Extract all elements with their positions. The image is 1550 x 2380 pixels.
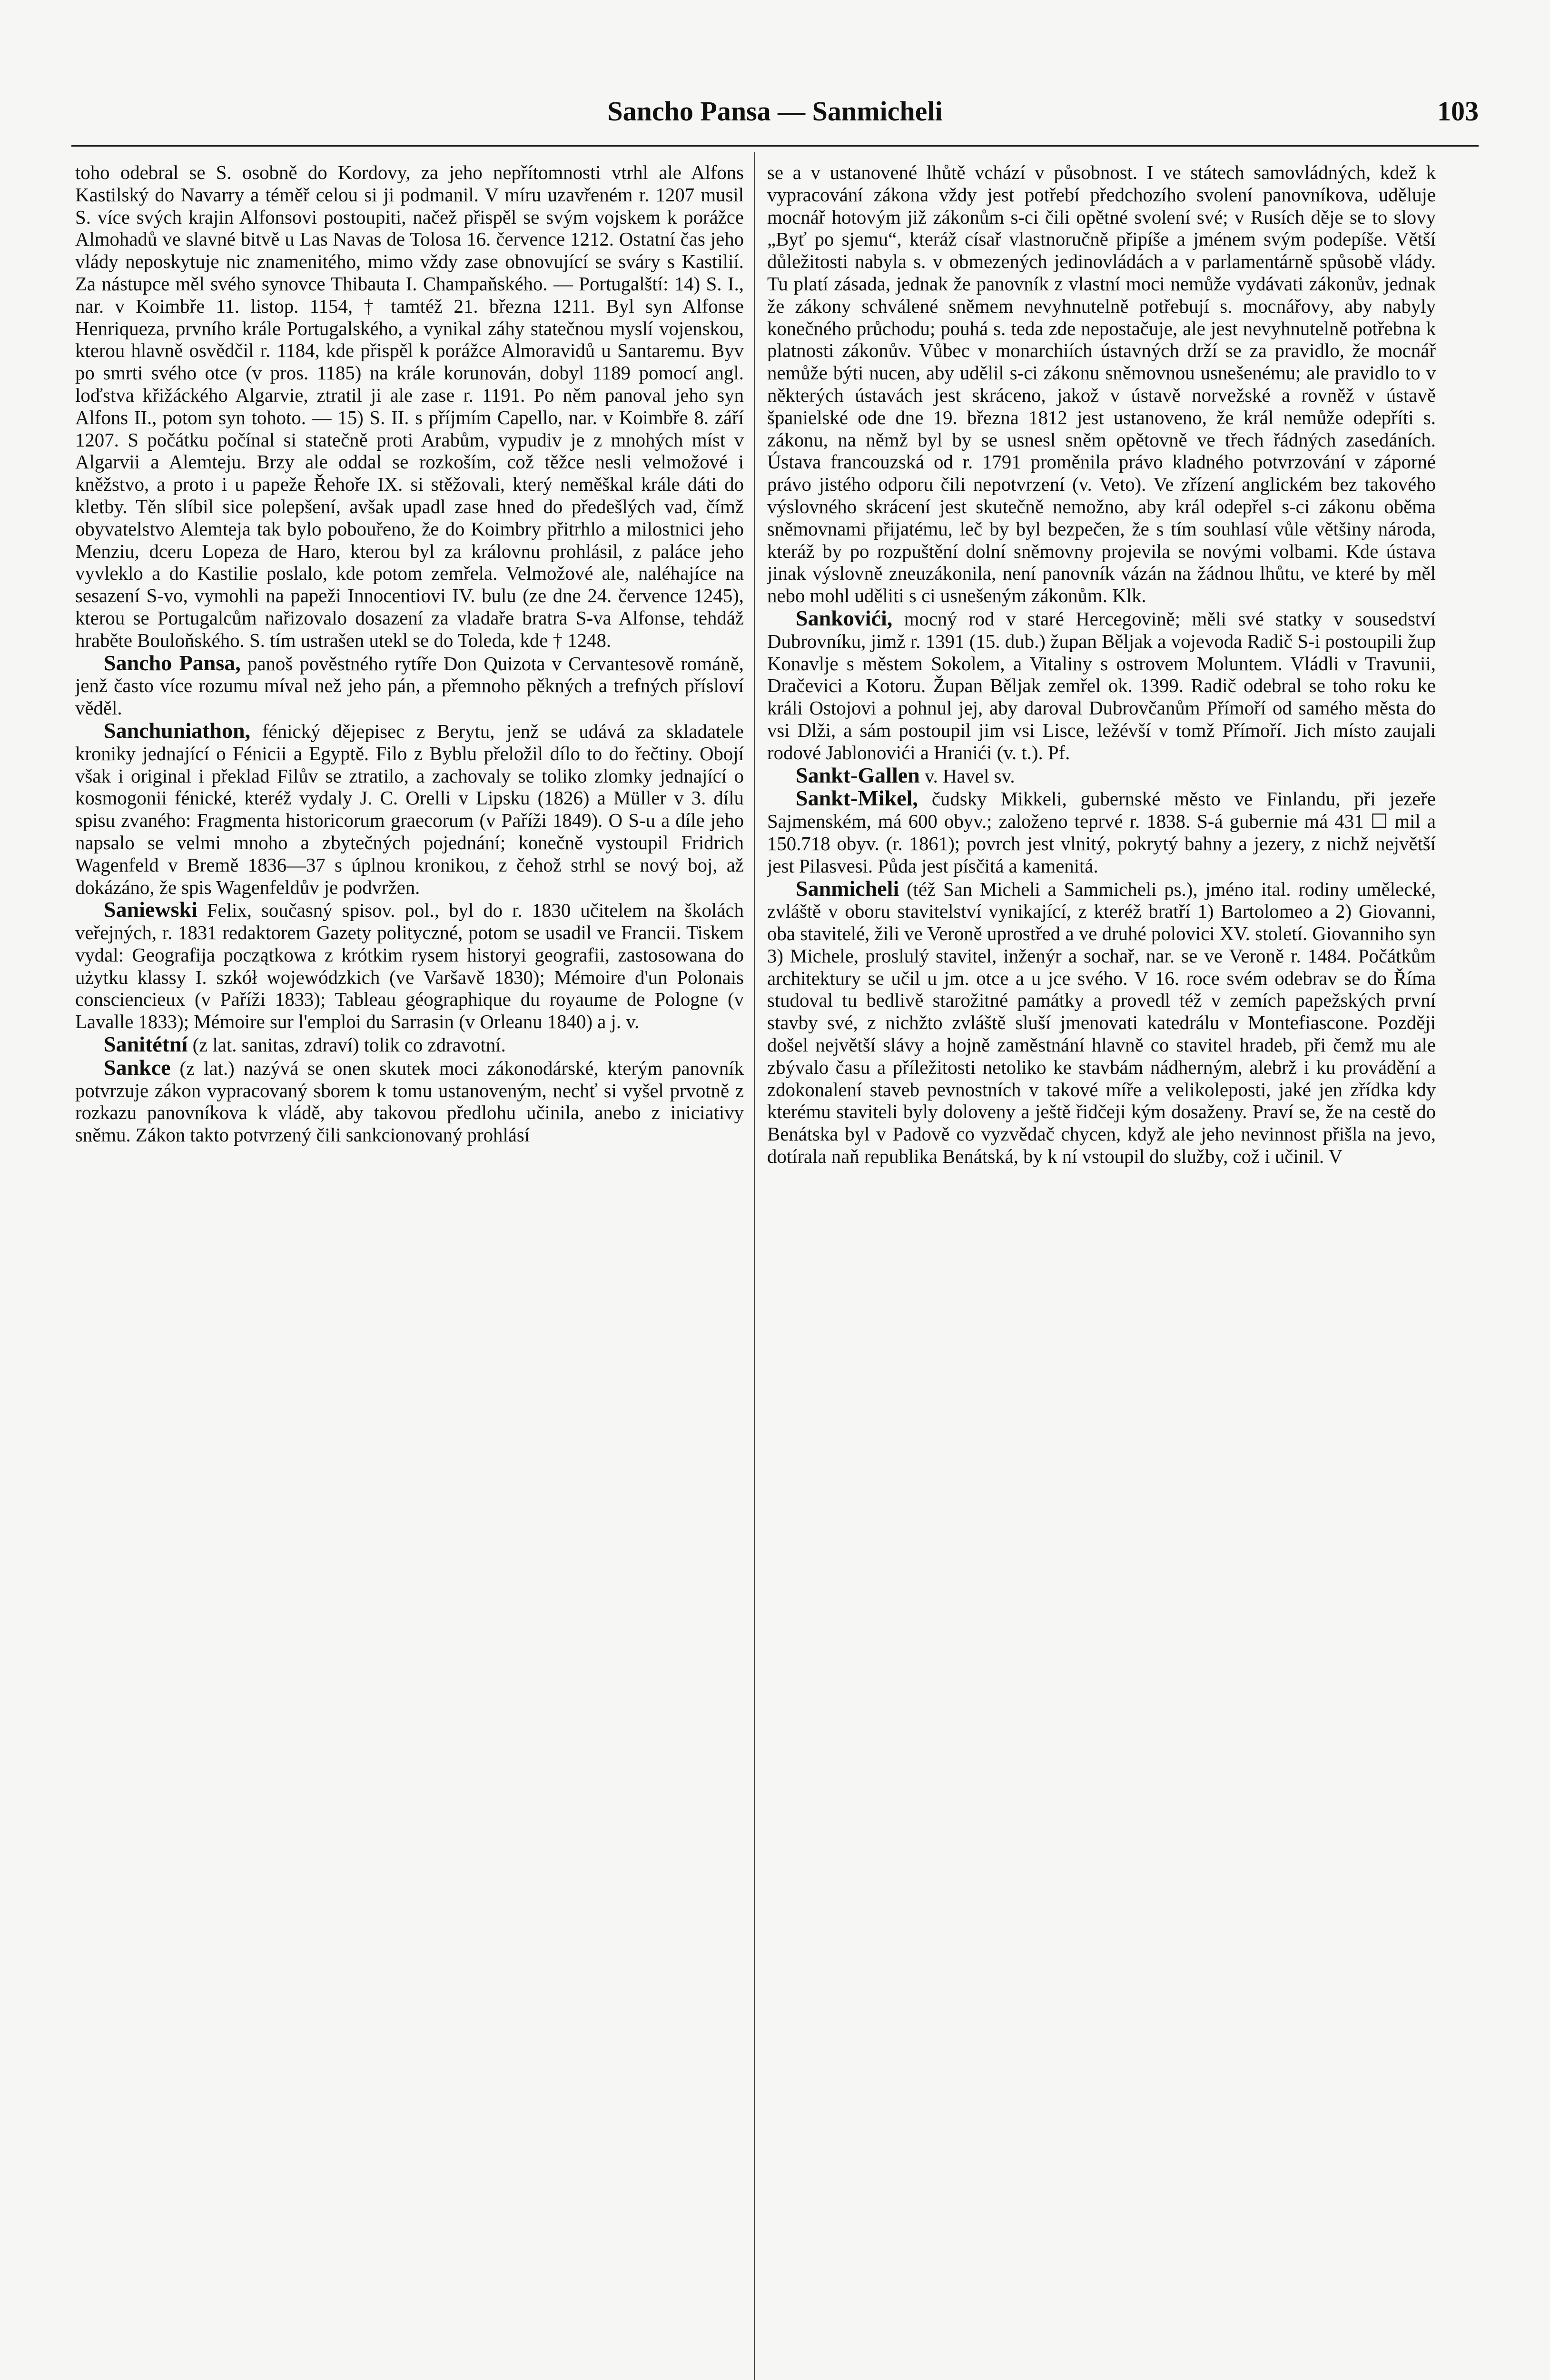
entry	[75, 1033, 744, 1057]
entry-headword: Sanchuniathon,	[104, 718, 251, 743]
entry-headword: Sankce	[104, 1055, 171, 1080]
entry	[75, 652, 744, 720]
entry-headword: Sancho Pansa,	[104, 650, 241, 675]
column-divider	[754, 152, 755, 2380]
entry-text: mocný rod v staré Hercegovině; měli své statky v sousedství Dubrovníku, jimž r. 1391 (15. dub.) župan Běljak a vojevoda Radič S-i postoupili žup Konavlje s městem Sokolem, a Vitaliny s ostrovem Moluntem. Vládli v Travunii, Dračevici a Kotoru. Župan Běljak zemřel ok. 1399. Radič odebral se toho roku ke králi Ostojovi a pohnul jej, aby daroval Dubrovčanům Přímoří od samého města do vsi Dlži, a sám postoupil jim vsi Lisce, ležévší v tomž Přímoří. Jich místo zaujali rodové Jablonovići a Hranići (v. t.). Pf.	[767, 608, 1436, 764]
entry-headword: Sankt-Gallen	[796, 763, 920, 787]
entry-headword: Saniewski	[104, 897, 197, 922]
entry-headword: Sanitétní	[104, 1032, 188, 1057]
running-head	[71, 95, 1479, 138]
entry-text: v. Havel sv.	[924, 765, 1015, 787]
left-column	[75, 162, 744, 2380]
header-rule	[71, 145, 1479, 147]
page-number: 103	[1437, 96, 1479, 127]
entry-text: panoš pověstného rytíře Don Quizota v Cervantesově románě, jenž často více rozumu míval než jeho pán, a přemnoho pěkných a trefných přísloví věděl.	[75, 653, 744, 719]
entry-headword: Sankt-Mikel,	[796, 786, 918, 811]
entry-text: se a v ustanovené lhůtě vchází v působnost. I ve státech samovládných, kdež k vypracování zákona vždy jest potřebí předchozího svolení panovníkova, uděluje mocnář hotovým již zákonům s-ci čili opětné svolení své; v Rusích děje se to slovy „Byť po sjemu“, kteráž císař vlastnoručně připíše a jménem svým podepíše. Větší důležitosti nabyla s. v obmezených jedinovládách a v parlamentárně spůsobě vlády. Tu platí zásada, jednak že panovník z vlastní moci nemůže vydávati zákonův, jednak že zákony schválené sněmem nevyhnutelně potřebují s. mocnářovy, aby nabyly konečného průchodu; pouhá s. teda zde nepostačuje, ale jest nevyhnutelně potřebna k platnosti zákonův. Vůbec v monarchiích ústavných drží se za pravidlo, že mocnář nemůže býti nucen, aby udělil s-ci zákonu sněmovnou usnešenému; ale pravidlo to v některých ústavách jest skráceno, jakož v ústavě norvežské a rovněž v ústavě španielské ode dne 19. března 1812 jest ustanoveno, že král nemůže odepříti s. zákonu, na němž byl by se usnesl sněm opětovně ve třech řádných zasedáních. Ústava francouzská od r. 1791 proměnila právo kladného potvrzování v záporné právo jistého odporu čili nepotvrzení (v. Veto). Ve zřízení anglickém bez takového výslovného skrácení jest skutečně nemožno, aby král odepřel s-ci zákonu oběma sněmovnami přijatému, leč by byl bezpečen, že s tím souhlasí vůle většiny národa, kteráž by po rozpuštění dolní sněmovny projevila se novými volbami. Kde ústava jinak výslovně zneuzákonila, není panovník vázán na žádnou lhůtu, ve které by měl nebo mohl uděliti s ci usnešeným zákonům. Klk.	[767, 162, 1436, 607]
entry-text: (též San Micheli a Sammicheli ps.), jméno ital. rodiny umělecké, zvláště v oboru stavitelství vynikající, z kteréž bratří 1) Bartolomeo a 2) Giovanni, oba stavitelé, žili ve Veroně uprostřed a ve druhé polovici XV. století. Giovanniho syn 3) Michele, proslulý stavitel, inženýr a sochař, nar. se ve Veroně r. 1484. Počátkům architektury se učil u jm. otce a u jce svého. V 16. roce svém odebrav se do Říma studoval tu bedlivě starožitné památky a provedl též v zemích papežských první stavby své, z nichžto zvláště sluší jmenovati katedrálu v Montefiascone. Později došel největší slávy a hojně zaměstnání hlavně co stavitel hradeb, při čemž mu ale zbývalo času a příležitosti netoliko ke stavbám nádherným, alebrž i ku provádění a zdokonalení staveb pevnostních v takové míře a velikoleposti, jaké jen zřídka kdy kterému staviteli byly doloveny a ještě řidčeji kým dosaženy. Praví se, že na cestě do Benátska byl v Padově co vyzvědač chycen, když ale jeho nevinnost přišla na jevo, dotírala naň republika Benátská, by k ní vstoupil do služby, což i učinil. V	[767, 878, 1436, 1168]
entry-headword: Sankovići,	[796, 605, 893, 630]
entry	[75, 1057, 744, 1147]
entry-text: fénický dějepisec z Berytu, jenž se udává za skladatele kroniky jednající o Fénicii a Egyptě. Filo z Byblu přeložil dílo to do řečtiny. Obojí však i original i překlad Filův se ztratilo, a zachovaly se toliko zlomky jednající o kosmogonii fénické, kteréž vydaly J. C. Orelli v Lipsku (1826) a Müller v 3. dílu spisu zvaného: Fragmenta historicorum graecorum (v Paříži 1849). O S-u a díle jeho napsalo se velmi mnoho a zbytečných pojednání; konečně vystoupil Fridrich Wagenfeld v Bremě 1836—37 s úplnou kronikou, z čehož strhl se nový boj, až dokázáno, že spis Wagenfeldův je podvržen.	[75, 720, 744, 898]
entry	[767, 878, 1436, 1168]
page-title: Sancho Pansa — Sanmicheli	[607, 96, 943, 127]
entry	[75, 899, 744, 1033]
right-column	[767, 162, 1436, 2380]
entry-continuation	[767, 162, 1436, 607]
entry-continuation	[75, 162, 744, 652]
entry	[767, 787, 1436, 877]
entry	[75, 720, 744, 899]
entry-text: (z lat. sanitas, zdraví) tolik co zdravotní.	[192, 1034, 506, 1056]
entry-headword: Sanmicheli	[796, 876, 899, 901]
entry	[767, 764, 1436, 788]
entry-text: (z lat.) nazývá se onen skutek moci zákonodárské, kterým panovník potvrzuje zákon vypracovaný sborem k tomu ustanoveným, nechť si vyšel prvotně z rozkazu panovníkova k vládě, aby takovou předlohu učinila, anebo z iniciativy sněmu. Zákon takto potvrzený čili sankcionovaný prohlásí	[75, 1057, 744, 1146]
entry-text: toho odebral se S. osobně do Kordovy, za jeho nepřítomnosti vtrhl ale Alfons Kastilský do Navarry a téměř celou si ji podmanil. V míru uzavřeném r. 1207 musil S. více svých krajin Alfonsovi postoupiti, načež přispěl se svým vojskem k porážce Almohadů ve slavné bitvě u Las Navas de Tolosa 16. července 1212. Ostatní čas jeho vlády neposkytuje nic znamenitého, mimo vždy zase obnovující se sváry s Kastilií. Za nástupce měl svého synovce Thibauta I. Champaňského. — Portugalští: 14) S. I., nar. v Koimbře 11. listop. 1154, † tamtéž 21. března 1211. Byl syn Alfonse Henriqueza, prvního krále Portugalského, a vynikal záhy statečnou myslí vojenskou, kterou hlavně osvědčil r. 1184, kde přispěl k porážce Almoravidů u Santaremu. Byv po smrti svého otce (v pros. 1185) na krále korunován, dobyl 1189 pomocí angl. loďstva křižáckého Algarvie, ztratil ji ale zase r. 1191. Po něm panoval jeho syn Alfons II., potom syn tohoto. — 15) S. II. s příjmím Capello, nar. v Koimbře 8. září 1207. S počátku počínal si statečně proti Arabům, vypudiv je z mnohých míst v Algarvii a Alemteju. Brzy ale oddal se rozkoším, což těžce nesli velmožové i kněžstvo, a proto i u papeže Řehoře IX. si stěžovali, který neměškal krále dáti do kletby. Těn slíbil sice polepšení, avšak upadl zase hned do předešlých vad, čímž obyvatelstvo Alemteja tak bylo pobouřeno, že do Koimbry přitrhlo a milostnici jeho Menziu, dceru Lopeza de Haro, kterou byl za královnu prohlásil, z paláce jeho vyvleklo a do Kastilie poslalo, kde potom zemřela. Velmožové ale, naléhajíce na sesazení S-vo, vymohli na papeži Innocentiovi IV. bulu (ze dne 24. července 1245), kterou se Portugalcům nařizovalo dosazení za vladaře bratra S-va Alfonse, tehdáž hraběte Bouloňského. S. tím ustrašen utekl se do Toleda, kde † 1248.	[75, 162, 744, 651]
entry-text: Felix, současný spisov. pol., byl do r. 1830 učitelem na školách veřejných, r. 1831 redaktorem Gazety polityczné, potom se usadil ve Francii. Tiskem vydal: Geografija początkowa z krótkim rysem historyi geografii, zastosowana do użytku klassy I. szkół wojewódzkich (ve Varšavě 1830); Mémoire d'un Polonais consciencieux (v Paříži 1833); Tableau géographique du royaume de Pologne (v Lavalle 1833); Mémoire sur l'emploi du Sarrasin (v Orleanu 1840) a j. v.	[75, 900, 744, 1033]
entry-text: čudsky Mikkeli, gubernské město ve Finlandu, při jezeře Sajmenském, má 600 obyv.; založeno teprvé r. 1838. S-á gubernie má 431 ☐ mil a 150.718 obyv. (r. 1861); povrch jest vlnitý, pokrytý bahny a jezery, z nichž největší jest Pilasvesi. Půda jest písčitá a kamenitá.	[767, 788, 1436, 877]
entry	[767, 607, 1436, 764]
